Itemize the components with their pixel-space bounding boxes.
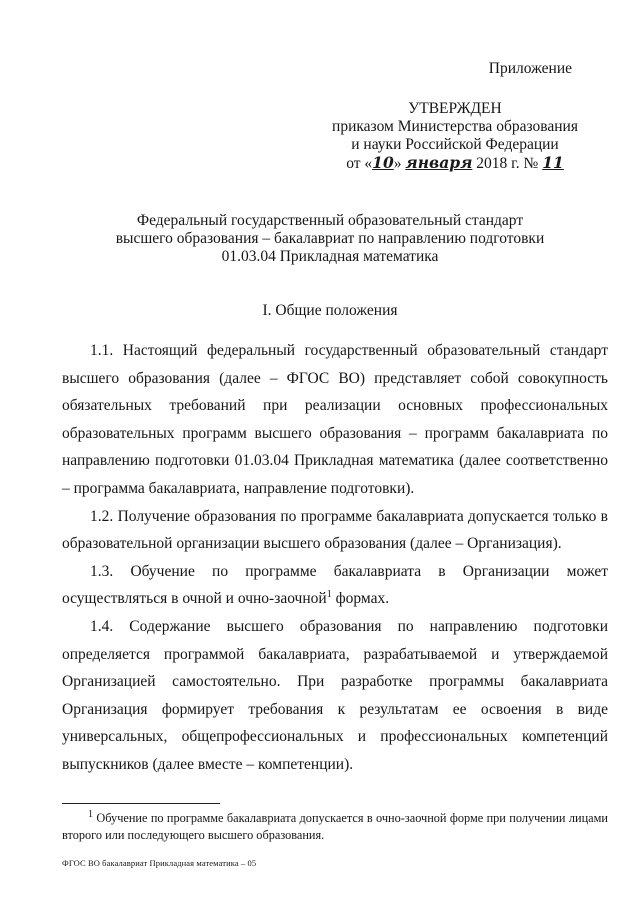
approval-block: [330, 60, 580, 173]
approval-ministry-line: приказом Министерства образования: [332, 118, 578, 135]
footnote-separator: [62, 803, 220, 804]
title-line-2: высшего образования – бакалавриат по направлению подготовки: [115, 230, 545, 247]
appendix-label: Приложение: [488, 60, 572, 77]
paragraph-1-3-text: 1.3. Обучение по программе бакалавриата в Организации может осуществляться в очной и очно-заочной: [62, 562, 608, 608]
title-line-3: 01.03.04 Прикладная математика: [221, 248, 439, 265]
handwritten-order-number: 11: [542, 153, 564, 172]
handwritten-month: января: [405, 153, 473, 172]
handwritten-day: 10: [372, 153, 394, 172]
paragraph-1-1: 1.1. Настоящий федеральный государственный образовательный стандарт высшего образования (далее – ФГОС ВО) представляет собой совокупность обязательных требований при реализации основных профессиональных образовательных программ высшего образования – программ бакалавриата по направлению подготовки 01.03.04 Прикладная математика (далее соответственно – программа бакалавриата, направление подготовки).: [62, 342, 608, 497]
paragraph-1-4: 1.4. Содержание высшего образования по направлению подготовки определяется программой бакалавриата, разрабатываемой и утверждаемой Организацией самостоятельно. При разработке программы бакалавриата Организация формирует требования к результатам ее освоения в виде универсальных, общепрофессиональных и профессиональных компетенций выпускников (далее вместе – компетенции).: [62, 617, 608, 773]
date-mid: »: [393, 155, 402, 172]
approval-ministry-line-2: и науки Российской Федерации: [351, 136, 559, 153]
section-heading: I. Общие положения: [262, 302, 398, 319]
title-line-1: Федеральный государственный образовательный стандарт: [136, 212, 524, 229]
date-year: 2018 г. №: [476, 155, 539, 172]
approval-date-line: [330, 154, 580, 173]
footnote-mark: 1: [88, 808, 93, 820]
paragraph-1-3: [62, 558, 608, 613]
footnote-text: Обучение по программе бакалавриата допускается в очно-заочной форме при получении лицами второго или последующего высшего образования.: [62, 811, 608, 842]
document-body: [62, 337, 608, 779]
footnote-reference: 1: [326, 589, 332, 601]
document-title: [60, 212, 600, 266]
approved-label: УТВЕРЖДЕН: [408, 100, 502, 117]
date-prefix: от «: [346, 155, 373, 172]
paragraph-1-2: 1.2. Получение образования по программе бакалавриата допускается только в образовательной организации высшего образования (далее – Организация).: [62, 507, 608, 553]
footnote: [62, 810, 608, 844]
running-footer: ФГОС ВО бакалавриат Прикладная математика – 05: [62, 858, 257, 868]
paragraph-1-3-tail: формах.: [331, 590, 390, 608]
